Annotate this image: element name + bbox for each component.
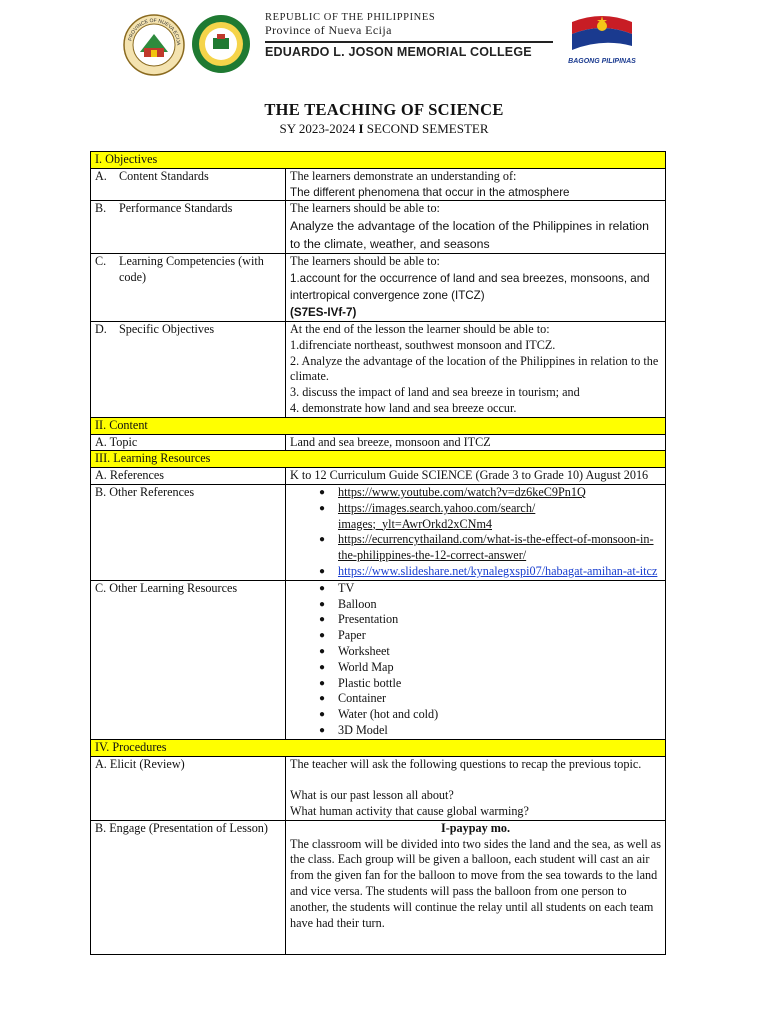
- topic-label: A. Topic: [91, 434, 286, 451]
- list-item: ● https://www.slideshare.net/kynalegxspi07/habagat-amihan-at-itcz: [318, 563, 658, 578]
- list-item: ● Container: [318, 691, 387, 706]
- row-performance-standards: B. Performance Standards The learners should be able to: Analyze the advantage of the location of the Philippines in relation to the climate, weather, and seasons: [91, 201, 666, 254]
- lesson-plan-table: [90, 151, 666, 955]
- list-item: ● 3D Model: [318, 722, 388, 737]
- other-learning-resources-label: C. Other Learning Resources: [91, 580, 286, 739]
- row-specific-objectives: D. Specific Objectives At the end of the lesson the learner should be able to: 1.difrenciate northeast, southwest monsoon and ITCZ. 2. Analyze the advantage of the location of the Philippines in relation to the climate. 3. discuss the impact of land and sea breeze in tourism; and 4. demonstrate how land and sea breeze occur.: [91, 321, 666, 417]
- list-item: ● https://ecurrencythailand.com/what-is-the-effect-of-monsoon-in-the-philippines-the-12-correct-answer/: [318, 532, 654, 563]
- topic-value: Land and sea breeze, monsoon and ITCZ: [286, 434, 666, 451]
- reference-link[interactable]: https://www.youtube.com/watch?v=dz6keC9Pn1Q: [338, 484, 586, 499]
- province-seal-logo: [123, 14, 185, 76]
- row-engage: [91, 820, 666, 954]
- letterhead: [0, 0, 768, 110]
- reference-link[interactable]: https://www.slideshare.net/kynalegxspi07/habagat-amihan-at-itcz: [338, 563, 658, 578]
- specific-objectives-label: Specific Objectives: [119, 321, 215, 336]
- college-name: EDUARDO L. JOSON MEMORIAL COLLEGE: [265, 45, 532, 59]
- references-label: A. References: [91, 468, 286, 485]
- list-item: ● Paper: [318, 628, 366, 643]
- row-other-references: [91, 484, 666, 580]
- list-item: ● Balloon: [318, 596, 377, 611]
- engage-label: B. Engage (Presentation of Lesson): [91, 820, 286, 954]
- row-topic: [91, 434, 666, 451]
- row-learning-competencies: C. Learning Competencies (with code) The learners should be able to: 1.account for the occurrence of land and sea breezes, monsoons, and intertropical convergence zone (ITCZ) (S7ES-IVf-7): [91, 254, 666, 322]
- college-seal-logo: [191, 14, 251, 74]
- activity-title: I-paypay mo.: [440, 820, 511, 835]
- learning-competencies-label: Learning Competencies (with code): [119, 254, 264, 284]
- elicit-label: A. Elicit (Review): [91, 756, 286, 820]
- section-procedures: IV. Procedures: [91, 739, 666, 756]
- list-item: ● Presentation: [318, 612, 399, 627]
- reference-link[interactable]: https://ecurrencythailand.com/what-is-the-effect-of-monsoon-in-the-philippines-the-12-correct-answer/: [338, 532, 654, 563]
- document-title: THE TEACHING OF SCIENCE: [264, 100, 504, 119]
- row-references: [91, 468, 666, 485]
- reference-links-list: [290, 485, 661, 580]
- content-standards-label: Content Standards: [119, 168, 209, 183]
- header-rule: [265, 41, 553, 43]
- row-other-learning-resources: [91, 580, 666, 739]
- section-learning-resources: III. Learning Resources: [91, 451, 666, 468]
- svg-text:PROVINCE OF NUEVA ECIJA: PROVINCE OF NUEVA ECIJA: [127, 17, 182, 46]
- list-item: ● https://images.search.yahoo.com/search/ images;_ylt=AwrOrkd2xCNm4: [318, 500, 536, 531]
- references-value: K to 12 Curriculum Guide SCIENCE (Grade 3 to Grade 10) August 2016: [286, 468, 666, 485]
- materials-list: [290, 581, 661, 739]
- list-item: ● Water (hot and cold): [318, 707, 439, 722]
- competency-code: (S7ES-IVf-7): [290, 305, 357, 319]
- section-objectives: I. Objectives: [91, 152, 666, 169]
- other-references-label: B. Other References: [91, 484, 286, 580]
- list-item: ● Worksheet: [318, 643, 390, 658]
- row-elicit: A. Elicit (Review) The teacher will ask the following questions to recap the previous topic. What is our past lesson all about? What human activity that cause global warming?: [91, 756, 666, 820]
- list-item: ● World Map: [318, 659, 394, 674]
- province-text: Province of Nueva Ecija: [265, 23, 392, 37]
- list-item: ● TV: [318, 580, 355, 595]
- document-subtitle: SY 2023-2024 I SECOND SEMESTER: [279, 121, 489, 136]
- list-item: ● Plastic bottle: [318, 675, 402, 690]
- republic-text: REPUBLIC OF THE PHILIPPINES: [265, 12, 436, 23]
- activity-description: The classroom will be divided into two sides the land and the sea, as well as the class. Each group will be given a balloon, each student will cast an air from the given fan for the balloon to move from the sea towards to the land and vice versa. The students will pass the balloon from one person to another, the students will continue the relay until all students on each team have had their turn.: [290, 836, 661, 930]
- performance-standards-label: Performance Standards: [119, 201, 233, 216]
- reference-link[interactable]: https://images.search.yahoo.com/search/ images;_ylt=AwrOrkd2xCNm4: [338, 500, 536, 531]
- list-item: ● https://www.youtube.com/watch?v=dz6keC9Pn1Q: [318, 484, 586, 499]
- bagong-pilipinas-label: BAGONG PILIPINAS: [568, 58, 636, 65]
- row-content-standards: A. Content Standards The learners demonstrate an understanding of: The different phenomena that occur in the atmosphere: [91, 168, 666, 201]
- section-content: II. Content: [91, 417, 666, 434]
